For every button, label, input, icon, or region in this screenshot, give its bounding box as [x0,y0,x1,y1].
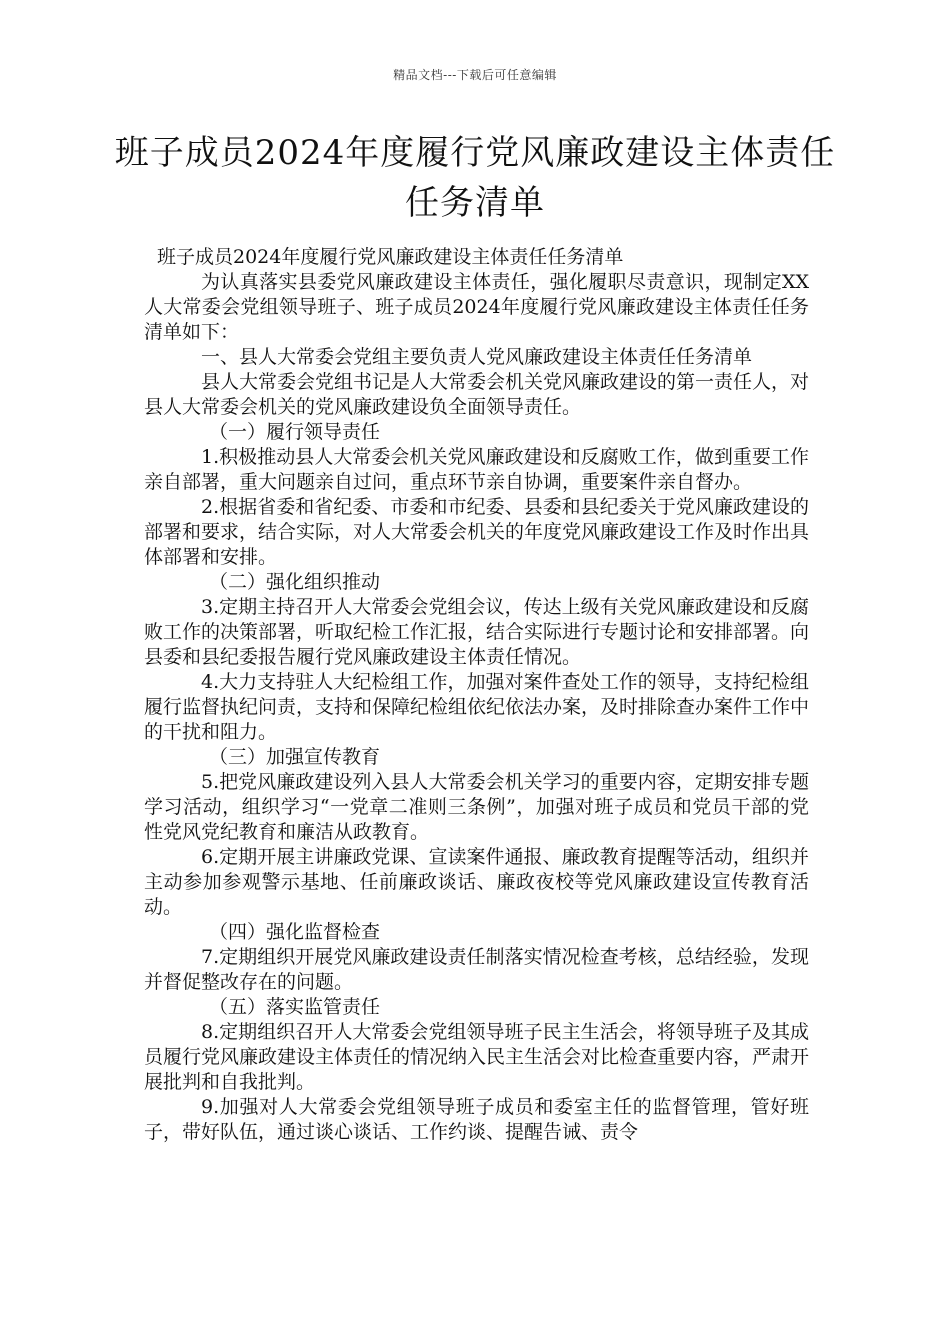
paragraph: 9.加强对人大常委会党组领导班子成员和委室主任的监督管理，管好班子，带好队伍，通过谈心谈话、工作约谈、提醒告诫、责令 [144,1096,809,1143]
section-heading: （四）强化监督检查 [209,921,381,943]
paragraph: 8.定期组织召开人大常委会党组领导班子民主生活会，将领导班子及其成员履行党风廉政建设主体责任的情况纳入民主生活会对比检查重要内容，严肃开展批判和自我批判。 [144,1021,810,1093]
section-heading: （一）履行领导责任 [209,421,381,443]
paragraph: 6.定期开展主讲廉政党课、宣读案件通报、廉政教育提醒等活动，组织并主动参加参观警示基地、任前廉政谈话、廉政夜校等党风廉政建设宣传教育活动。 [144,846,809,918]
header-note: 精品文档---下载后可任意编辑 [393,68,557,82]
section-heading: （二）强化组织推动 [209,571,381,593]
document-title: 班子成员2024年度履行党风廉政建设主体责任任务清单 [114,133,836,223]
section-heading: （三）加强宣传教育 [209,746,381,768]
paragraph: 县人大常委会党组书记是人大常委会机关党风廉政建设的第一责任人，对县人大常委会机关的党风廉政建设负全面领导责任。 [144,371,810,418]
paragraph: 5.把党风廉政建设列入县人大常委会机关学习的重要内容，定期安排专题学习活动，组织学习“一党章二准则三条例”，加强对班子成员和党员干部的党性党风党纪教育和廉洁从政教育。 [144,771,809,843]
paragraph: 3.定期主持召开人大常委会党组会议，传达上级有关党风廉政建设和反腐败工作的决策部署，听取纪检工作汇报，结合实际进行专题讨论和安排部署。向县委和县纪委报告履行党风廉政建设主体责任情况。 [144,596,810,668]
paragraph: 2.根据省委和省纪委、市委和市纪委、县委和县纪委关于党风廉政建设的部署和要求，结合实际，对人大常委会机关的年度党风廉政建设工作及时作出具体部署和安排。 [144,496,810,568]
paragraph: 7.定期组织开展党风廉政建设责任制落实情况检查考核，总结经验，发现并督促整改存在的问题。 [144,946,809,993]
paragraph: 1.积极推动县人大常委会机关党风廉政建设和反腐败工作，做到重要工作亲自部署，重大问题亲自过问，重点环节亲自协调，重要案件亲自督办。 [144,446,809,493]
section-heading: 一、县人大常委会党组主要负责人党风廉政建设主体责任任务清单 [201,346,753,368]
paragraph: 4.大力支持驻人大纪检组工作，加强对案件查处工作的领导，支持纪检组履行监督执纪问责，支持和保障纪检组依纪依法办案，及时排除查办案件工作中的干扰和阻力。 [144,671,810,743]
document-body [144,245,809,1145]
paragraph: 班子成员2024年度履行党风廉政建设主体责任任务清单 [157,246,624,268]
paragraph: 为认真落实县委党风廉政建设主体责任，强化履职尽责意识，现制定XX人大常委会党组领导班子、班子成员2024年度履行党风廉政建设主体责任任务清单如下： [144,271,809,343]
section-heading: （五）落实监管责任 [209,996,381,1018]
